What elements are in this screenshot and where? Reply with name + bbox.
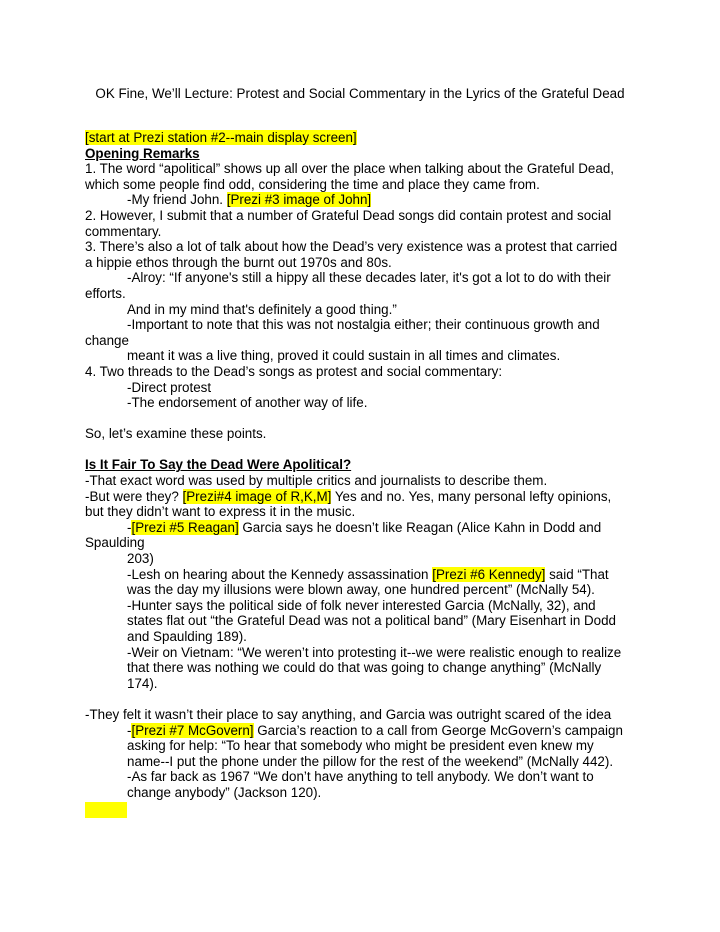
prezi-4-tag: [Prezi#4 image of R,K,M] — [182, 488, 332, 504]
prezi-station-note: [start at Prezi station #2--main display screen] — [85, 130, 357, 145]
lesh-line — [85, 567, 645, 583]
hunter-line-2: states flat out “the Grateful Dead was not a political band” (Mary Eisenhart in Dodd — [127, 613, 617, 629]
were-they-line — [85, 489, 645, 505]
felt-line: -They felt it wasn’t their place to say anything, and Garcia was outright scared of the idea — [85, 706, 612, 722]
empty-highlight-block — [85, 802, 127, 818]
document-body — [85, 130, 645, 801]
apolitical-heading: Is It Fair To Say the Dead Were Apolitical? — [85, 457, 352, 473]
reagan-line-2: Spaulding — [85, 535, 145, 551]
point-2-line-2: commentary. — [85, 223, 162, 239]
point-3-line-2: a hippie ethos through the burnt out 1970s and 80s. — [85, 254, 392, 270]
prezi-5-tag: [Prezi #5 Reagan] — [131, 519, 239, 535]
prezi-3-tag: [Prezi #3 image of John] — [226, 192, 372, 208]
lesh-line-2: was the day my illusions were blown away, one hundred percent” (McNally 54). — [127, 582, 595, 598]
point-1-line-1: 1. The word “apolitical” shows up all over the place when talking about the Grateful Dead, — [85, 161, 614, 177]
nostalgia-line-1: -Important to note that this was not nostalgia either; their continuous growth and — [127, 317, 600, 333]
weir-line-2: that there was nothing we could do that was going to change anything” (McNally — [127, 660, 602, 676]
examine-line: So, let’s examine these points. — [85, 426, 267, 442]
weir-line-3: 174). — [127, 675, 158, 691]
mcgovern-dash: - — [127, 722, 132, 738]
thread-2: -The endorsement of another way of life. — [127, 395, 368, 411]
point-2-line-1: 2. However, I submit that a number of Grateful Dead songs did contain protest and social — [85, 207, 612, 223]
lesh-text: -Lesh on hearing about the Kennedy assassination — [127, 566, 433, 582]
reagan-line-3: 203) — [127, 551, 154, 567]
hunter-line-3: and Spaulding 189). — [127, 629, 247, 644]
point-3-line-1: 3. There’s also a lot of talk about how the Dead’s very existence was a protest that carried — [85, 239, 618, 255]
hunter-line-1: -Hunter says the political side of folk never interested Garcia (McNally, 32), and — [127, 597, 596, 613]
nostalgia-line-3: meant it was a live thing, proved it could sustain in all times and climates. — [127, 348, 561, 364]
prezi-7-tag: [Prezi #7 McGovern] — [131, 722, 254, 738]
friend-text: -My friend John. — [127, 192, 224, 208]
alroy-quote-line-3: And in my mind that's definitely a good thing.” — [127, 301, 397, 317]
were-they-text: -But were they? — [85, 488, 183, 504]
lesh-said: said “That — [545, 566, 609, 582]
weir-line-1: -Weir on Vietnam: “We weren’t into protesting it--we were realistic enough to realize — [127, 644, 622, 660]
quote-1967-line-1: -As far back as 1967 “We don’t have anything to tell anybody. We don’t want to — [127, 769, 594, 785]
friend-line — [85, 192, 645, 208]
mcgovern-line-2: asking for help: “To hear that somebody who might be president even knew my — [127, 738, 594, 754]
reagan-text: Garcia says he doesn’t like Reagan (Alice Kahn in Dodd and — [238, 519, 602, 535]
nostalgia-line-2: change — [85, 332, 129, 348]
opening-remarks-heading: Opening Remarks — [85, 145, 200, 161]
point-4: 4. Two threads to the Dead’s songs as protest and social commentary: — [85, 363, 503, 379]
yes-no-text: Yes and no. Yes, many personal lefty opinions, — [331, 488, 612, 504]
point-1-line-2: which some people find odd, considering the time and place they came from. — [85, 176, 540, 192]
alroy-quote-line-2: efforts. — [85, 285, 126, 301]
alroy-quote-line-1: -Alroy: “If anyone's still a hippy all these decades later, it's got a lot to do with their — [127, 270, 611, 286]
music-line: but they didn’t want to express it in the music. — [85, 504, 356, 520]
mcgovern-text: Garcia’s reaction to a call from George McGovern’s campaign — [253, 722, 623, 738]
reagan-dash: - — [127, 519, 132, 535]
mcgovern-line-3: name--I put the phone under the pillow for the rest of the weekend” (McNally 442). — [127, 753, 614, 769]
thread-1: -Direct protest — [127, 379, 212, 395]
document-title: OK Fine, We’ll Lecture: Protest and Social Commentary in the Lyrics of the Grateful Dead — [95, 86, 625, 101]
prezi-6-tag: [Prezi #6 Kennedy] — [432, 566, 546, 582]
quote-1967-line-2: change anybody” (Jackson 120). — [127, 784, 322, 800]
reagan-line — [85, 520, 645, 536]
mcgovern-line — [85, 723, 645, 739]
critics-line: -That exact word was used by multiple critics and journalists to describe them. — [85, 473, 548, 489]
